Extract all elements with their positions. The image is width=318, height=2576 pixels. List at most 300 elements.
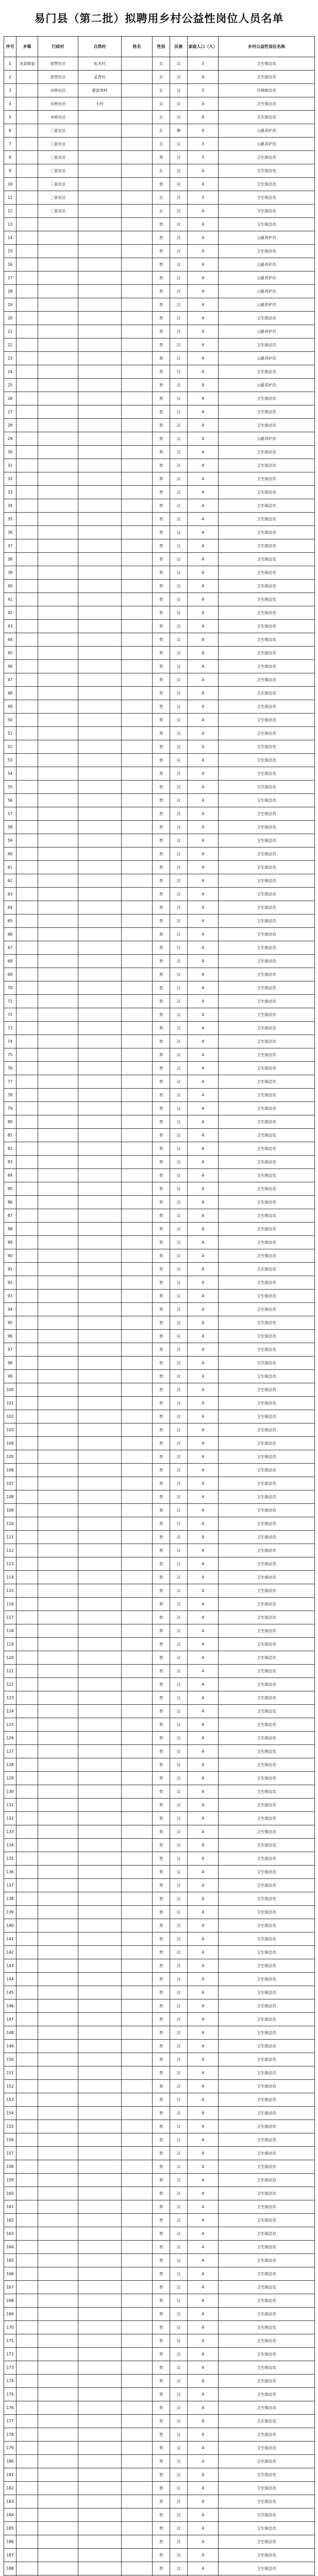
ethnicity-cell: 汉 (170, 1343, 188, 1357)
household-size-cell: 4 (188, 2013, 219, 2026)
village-committee-cell (38, 566, 78, 580)
household-size-cell: 4 (188, 2120, 219, 2133)
ethnicity-cell: 汉 (170, 727, 188, 740)
township-cell (16, 2562, 38, 2575)
gender-cell: 男 (153, 338, 170, 352)
township-cell (16, 2187, 38, 2200)
natural-village-cell (78, 2174, 122, 2187)
post-name-cell: 卫生保洁员 (219, 1812, 315, 1825)
table-row (4, 1397, 315, 1410)
name-cell (122, 1705, 153, 1718)
table-row (4, 2401, 315, 2415)
natural-village-cell (78, 2040, 122, 2053)
post-name-cell: 卫生保洁员 (219, 2334, 315, 2348)
table-row (4, 1571, 315, 1584)
township-cell (16, 2241, 38, 2254)
serial-number-cell: 42 (4, 606, 16, 620)
gender-cell: 男 (153, 2321, 170, 2334)
serial-number-cell: 142 (4, 1946, 16, 1959)
name-cell (122, 1879, 153, 1892)
table-row (4, 727, 315, 740)
post-name-cell: 卫生保洁员 (219, 338, 315, 352)
post-name-cell: 卫生保洁员 (219, 1745, 315, 1758)
township-cell (16, 807, 38, 821)
village-committee-cell (38, 1852, 78, 1866)
gender-cell: 男 (153, 2107, 170, 2120)
name-cell (122, 941, 153, 955)
village-committee-cell (38, 1169, 78, 1182)
household-size-cell: 4 (188, 821, 219, 834)
household-size-cell: 4 (188, 298, 219, 312)
serial-number-cell: 53 (4, 754, 16, 767)
serial-number-cell: 147 (4, 2013, 16, 2026)
table-row (4, 754, 315, 767)
township-cell (16, 1999, 38, 2013)
serial-number-cell: 145 (4, 1986, 16, 1999)
natural-village-cell: 孟营村 (78, 71, 122, 84)
post-name-cell: 卫生保洁员 (219, 2442, 315, 2455)
table-row (4, 1705, 315, 1718)
household-size-cell: 4 (188, 1022, 219, 1035)
serial-number-cell: 181 (4, 2468, 16, 2482)
gender-cell: 男 (153, 1812, 170, 1825)
household-size-cell: 4 (188, 794, 219, 807)
township-cell (16, 1022, 38, 1035)
serial-number-cell: 138 (4, 1892, 16, 1906)
table-row (4, 2281, 315, 2294)
ethnicity-cell: 汉 (170, 325, 188, 338)
household-size-cell: 4 (188, 2066, 219, 2080)
table-row (4, 1933, 315, 1946)
natural-village-cell (78, 1343, 122, 1357)
gender-cell: 男 (153, 486, 170, 499)
table-row (4, 687, 315, 700)
natural-village-cell (78, 1330, 122, 1343)
household-size-cell: 4 (188, 754, 219, 767)
table-row (4, 2107, 315, 2120)
serial-number-cell: 124 (4, 1705, 16, 1718)
township-cell (16, 1933, 38, 1946)
natural-village-cell (78, 1249, 122, 1263)
table-row (4, 1544, 315, 1557)
natural-village-cell (78, 1758, 122, 1772)
gender-cell: 男 (153, 1544, 170, 1557)
post-name-cell: 卫生保洁员 (219, 914, 315, 928)
post-name-cell: 卫生保洁员 (219, 2549, 315, 2562)
name-cell (122, 807, 153, 821)
table-row (4, 1718, 315, 1732)
gender-cell: 男 (153, 2428, 170, 2442)
village-committee-cell (38, 2495, 78, 2509)
household-size-cell: 4 (188, 861, 219, 874)
name-cell (122, 1906, 153, 1919)
township-cell (16, 2455, 38, 2468)
gender-cell: 男 (153, 298, 170, 312)
ethnicity-cell: 汉 (170, 2415, 188, 2428)
serial-number-cell: 98 (4, 1357, 16, 1370)
ethnicity-cell: 汉 (170, 593, 188, 606)
township-cell (16, 1115, 38, 1129)
township-cell (16, 1825, 38, 1839)
household-size-cell: 4 (188, 1986, 219, 1999)
name-cell (122, 57, 153, 71)
village-committee-cell (38, 1102, 78, 1115)
table-row (4, 1758, 315, 1772)
gender-cell: 男 (153, 781, 170, 794)
serial-number-cell: 75 (4, 1048, 16, 1062)
township-cell (16, 405, 38, 419)
township-cell (16, 955, 38, 968)
serial-number-cell: 25 (4, 379, 16, 392)
household-size-cell: 4 (188, 2428, 219, 2442)
table-row (4, 1316, 315, 1330)
natural-village-cell (78, 446, 122, 459)
serial-number-cell: 106 (4, 1464, 16, 1477)
natural-village-cell (78, 620, 122, 633)
post-name-cell: 卫生保洁员 (219, 1437, 315, 1450)
name-cell (122, 834, 153, 848)
township-cell (16, 1678, 38, 1691)
ethnicity-cell: 汉 (170, 1223, 188, 1236)
natural-village-cell (78, 1825, 122, 1839)
name-cell (122, 1357, 153, 1370)
ethnicity-cell: 汉 (170, 2348, 188, 2361)
name-cell (122, 1517, 153, 1531)
natural-village-cell (78, 553, 122, 566)
name-cell (122, 1089, 153, 1102)
ethnicity-cell: 汉 (170, 633, 188, 647)
gender-cell: 男 (153, 874, 170, 888)
table-row (4, 245, 315, 258)
natural-village-cell (78, 513, 122, 526)
natural-village-cell (78, 1142, 122, 1156)
serial-number-cell: 96 (4, 1330, 16, 1343)
post-name-cell: 卫生保洁员 (219, 2361, 315, 2375)
household-size-cell: 4 (188, 419, 219, 432)
household-size-cell: 4 (188, 620, 219, 633)
post-name-cell: 卫生保洁员 (219, 2482, 315, 2495)
natural-village-cell (78, 928, 122, 941)
table-row (4, 660, 315, 673)
table-row (4, 593, 315, 606)
table-row (4, 1330, 315, 1343)
serial-number-cell: 63 (4, 888, 16, 901)
post-name-cell: 卫生保洁员 (219, 1892, 315, 1906)
post-name-cell: 卫生保洁员 (219, 1102, 315, 1115)
township-cell (16, 526, 38, 539)
township-cell (16, 968, 38, 981)
serial-number-cell: 68 (4, 955, 16, 968)
household-size-cell: 4 (188, 1316, 219, 1330)
natural-village-cell (78, 861, 122, 874)
natural-village-cell (78, 1999, 122, 2013)
township-cell (16, 2040, 38, 2053)
natural-village-cell (78, 432, 122, 446)
ethnicity-cell: 汉 (170, 365, 188, 379)
table-row (4, 1223, 315, 1236)
household-size-cell: 4 (188, 1330, 219, 1343)
post-name-cell: 卫生保洁员 (219, 2348, 315, 2361)
natural-village-cell (78, 754, 122, 767)
village-committee-cell (38, 513, 78, 526)
village-committee-cell (38, 446, 78, 459)
village-committee-cell (38, 2080, 78, 2093)
household-size-cell: 4 (188, 1691, 219, 1705)
ethnicity-cell: 汉 (170, 1517, 188, 1531)
household-size-cell: 4 (188, 124, 219, 138)
village-committee-cell (38, 1129, 78, 1142)
village-committee-cell (38, 285, 78, 298)
serial-number-cell: 164 (4, 2241, 16, 2254)
gender-cell: 男 (153, 285, 170, 298)
serial-number-cell: 10 (4, 178, 16, 191)
table-row (4, 1919, 315, 1933)
natural-village-cell (78, 2522, 122, 2535)
post-name-cell: 卫生保洁员 (219, 553, 315, 566)
household-size-cell: 3 (188, 57, 219, 71)
household-size-cell: 4 (188, 1303, 219, 1316)
post-name-cell: 卫生保洁员 (219, 2375, 315, 2388)
table-row (4, 1651, 315, 1665)
household-size-cell: 4 (188, 2093, 219, 2107)
name-cell (122, 2066, 153, 2080)
natural-village-cell (78, 1919, 122, 1933)
township-cell (16, 2107, 38, 2120)
household-size-cell: 4 (188, 1236, 219, 1249)
village-committee-cell (38, 1022, 78, 1035)
village-committee-cell (38, 955, 78, 968)
gender-cell: 男 (153, 660, 170, 673)
ethnicity-cell: 汉 (170, 2107, 188, 2120)
township-cell (16, 1410, 38, 1423)
gender-cell: 男 (153, 379, 170, 392)
township-cell (16, 1343, 38, 1357)
serial-number-cell: 57 (4, 807, 16, 821)
household-size-cell: 4 (188, 1102, 219, 1115)
name-cell (122, 325, 153, 338)
township-cell (16, 2281, 38, 2294)
table-body (4, 57, 315, 2576)
household-size-cell: 4 (188, 995, 219, 1008)
post-name-cell: 卫生保洁员 (219, 1946, 315, 1959)
header-cell: 性别 (153, 37, 170, 57)
gender-cell: 男 (153, 888, 170, 901)
household-size-cell: 4 (188, 1745, 219, 1758)
household-size-cell: 4 (188, 258, 219, 272)
household-size-cell: 4 (188, 2334, 219, 2348)
table-row (4, 901, 315, 914)
table-row (4, 928, 315, 941)
post-name-cell: 卫生保洁员 (219, 888, 315, 901)
serial-number-cell: 65 (4, 914, 16, 928)
household-size-cell: 4 (188, 781, 219, 794)
name-cell (122, 1611, 153, 1624)
ethnicity-cell: 汉 (170, 1758, 188, 1772)
table-row (4, 312, 315, 325)
table-row (4, 2321, 315, 2334)
ethnicity-cell: 汉 (170, 2066, 188, 2080)
post-name-cell: 卫生保洁员 (219, 1182, 315, 1196)
post-name-cell: 卫生保洁员 (219, 1517, 315, 1531)
ethnicity-cell: 汉 (170, 1691, 188, 1705)
household-size-cell: 4 (188, 1477, 219, 1490)
township-cell (16, 459, 38, 472)
table-row (4, 781, 315, 794)
township-cell (16, 2442, 38, 2455)
table-row (4, 2133, 315, 2147)
household-size-cell: 4 (188, 2522, 219, 2535)
table-row (4, 151, 315, 164)
name-cell (122, 2093, 153, 2107)
gender-cell: 男 (153, 1477, 170, 1490)
village-committee-cell (38, 1343, 78, 1357)
ethnicity-cell: 汉 (170, 2535, 188, 2549)
gender-cell: 男 (153, 1370, 170, 1383)
ethnicity-cell: 汉 (170, 1276, 188, 1290)
gender-cell: 男 (153, 1129, 170, 1142)
table-row (4, 700, 315, 714)
name-cell (122, 1651, 153, 1665)
household-size-cell: 4 (188, 2200, 219, 2214)
post-name-cell: 卫生保洁员 (219, 1571, 315, 1584)
serial-number-cell: 24 (4, 365, 16, 379)
post-name-cell: 卫生保洁员 (219, 740, 315, 754)
natural-village-cell (78, 2308, 122, 2321)
gender-cell: 男 (153, 1450, 170, 1464)
ethnicity-cell: 汉 (170, 272, 188, 285)
natural-village-cell (78, 1732, 122, 1745)
household-size-cell: 4 (188, 71, 219, 84)
household-size-cell: 4 (188, 205, 219, 218)
household-size-cell: 4 (188, 2361, 219, 2375)
table-row (4, 1986, 315, 1999)
table-row (4, 1638, 315, 1651)
village-committee-cell (38, 2160, 78, 2174)
household-size-cell: 4 (188, 1129, 219, 1142)
serial-number-cell: 28 (4, 419, 16, 432)
household-size-cell: 4 (188, 700, 219, 714)
gender-cell: 男 (153, 1584, 170, 1598)
village-committee-cell (38, 1825, 78, 1839)
village-committee-cell: 三家社区 (38, 178, 78, 191)
ethnicity-cell: 汉 (170, 419, 188, 432)
name-cell (122, 1437, 153, 1450)
gender-cell: 女 (153, 57, 170, 71)
name-cell (122, 821, 153, 834)
serial-number-cell: 115 (4, 1584, 16, 1598)
natural-village-cell (78, 1571, 122, 1584)
post-name-cell: 卫生保洁员 (219, 1370, 315, 1383)
table-row (4, 124, 315, 138)
ethnicity-cell: 汉 (170, 1598, 188, 1611)
serial-number-cell: 70 (4, 981, 16, 995)
post-name-cell: 卫生保洁员 (219, 2254, 315, 2267)
header-cell: 家庭人口（人） (188, 37, 219, 57)
table-row (4, 1169, 315, 1182)
name-cell (122, 1866, 153, 1879)
post-name-cell: 卫生保洁员 (219, 2321, 315, 2334)
ethnicity-cell: 汉 (170, 1062, 188, 1075)
township-cell (16, 2294, 38, 2308)
table-row (4, 1557, 315, 1571)
serial-number-cell: 76 (4, 1062, 16, 1075)
gender-cell: 男 (153, 2482, 170, 2495)
serial-number-cell: 22 (4, 338, 16, 352)
gender-cell: 男 (153, 2200, 170, 2214)
natural-village-cell (78, 379, 122, 392)
township-cell (16, 888, 38, 901)
natural-village-cell (78, 1490, 122, 1504)
post-name-cell: 卫生保洁员 (219, 1276, 315, 1290)
name-cell (122, 1008, 153, 1022)
township-cell (16, 1450, 38, 1464)
gender-cell: 男 (153, 1611, 170, 1624)
township-cell (16, 2361, 38, 2375)
village-committee-cell (38, 1263, 78, 1276)
serial-number-cell: 54 (4, 767, 16, 781)
natural-village-cell (78, 1115, 122, 1129)
table-row (4, 740, 315, 754)
ethnicity-cell: 汉 (170, 1437, 188, 1450)
post-name-cell: 卫生保洁员 (219, 580, 315, 593)
gender-cell: 男 (153, 1357, 170, 1370)
township-cell (16, 1316, 38, 1330)
name-cell (122, 513, 153, 526)
village-committee-cell (38, 1450, 78, 1464)
natural-village-cell (78, 1209, 122, 1223)
name-cell (122, 1598, 153, 1611)
name-cell (122, 2120, 153, 2133)
village-committee-cell (38, 2468, 78, 2482)
name-cell (122, 727, 153, 740)
ethnicity-cell: 汉 (170, 2482, 188, 2495)
table-row (4, 379, 315, 392)
household-size-cell: 4 (188, 2187, 219, 2200)
household-size-cell: 4 (188, 553, 219, 566)
village-committee-cell (38, 1571, 78, 1584)
ethnicity-cell: 汉 (170, 1772, 188, 1785)
table-row (4, 2120, 315, 2133)
table-row (4, 2495, 315, 2509)
gender-cell: 男 (153, 2535, 170, 2549)
serial-number-cell: 185 (4, 2522, 16, 2535)
table-row (4, 111, 315, 124)
ethnicity-cell: 汉 (170, 2147, 188, 2160)
village-committee-cell (38, 2241, 78, 2254)
post-name-cell: 卫生保洁员 (219, 593, 315, 606)
gender-cell: 男 (153, 2013, 170, 2026)
post-name-cell: 卫生保洁员 (219, 2415, 315, 2428)
gender-cell: 男 (153, 2468, 170, 2482)
township-cell (16, 593, 38, 606)
village-committee-cell (38, 2093, 78, 2107)
gender-cell: 女 (153, 84, 170, 97)
village-committee-cell (38, 352, 78, 365)
gender-cell: 男 (153, 981, 170, 995)
village-committee-cell (38, 2187, 78, 2200)
serial-number-cell: 158 (4, 2160, 16, 2174)
ethnicity-cell: 汉 (170, 673, 188, 687)
village-committee-cell (38, 1732, 78, 1745)
name-cell (122, 1799, 153, 1812)
township-cell (16, 1571, 38, 1584)
village-committee-cell (38, 1557, 78, 1571)
natural-village-cell (78, 1718, 122, 1732)
village-committee-cell (38, 2254, 78, 2267)
township-cell (16, 1129, 38, 1142)
natural-village-cell (78, 995, 122, 1008)
serial-number-cell: 134 (4, 1839, 16, 1852)
